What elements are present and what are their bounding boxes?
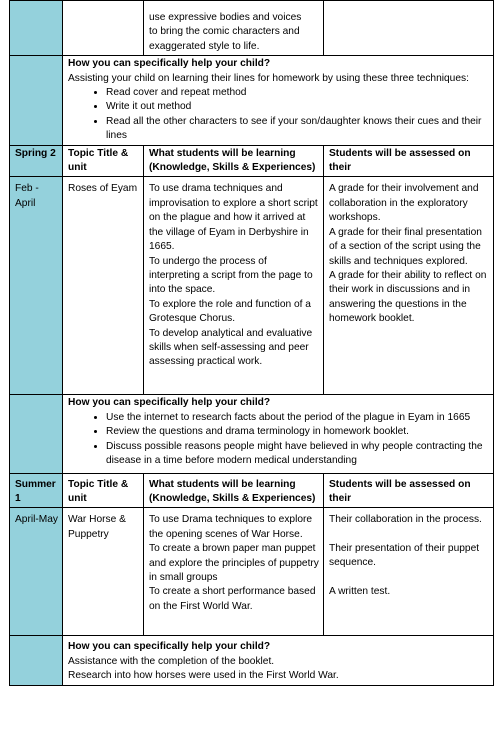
term-header-row: Spring 2 Topic Title & unit What students will be learning (Knowledge, Skills & Experiences) Students will be assessed on their bbox=[10, 145, 494, 177]
curriculum-table bbox=[9, 0, 494, 686]
help-heading: How you can specifically help your child? bbox=[68, 397, 271, 409]
learning-cell: To use Drama techniques to explore the opening scenes of War Horse. To create a brown paper man puppet and explore the principles of puppetry in small groups To create a short performance based on the First World War. bbox=[144, 508, 324, 636]
term-header-row: Summer 1 Topic Title & unit What students will be learning (Knowledge, Skills & Experiences) Students will be assessed on their bbox=[10, 473, 494, 508]
term-label: Summer 1 bbox=[10, 473, 63, 508]
period-label: April-May bbox=[10, 508, 63, 636]
help-row: How you can specifically help your child? Assistance with the completion of the booklet. Research into how horses were used in the First World War. bbox=[10, 636, 494, 685]
help-row: How you can specifically help your child? Assisting your child on learning their lines for homework by using these three techniques: • Read cover and repeat method • Write it out method • Read all the other characters to see if your son/daughter knows their cues and their lines bbox=[10, 56, 494, 145]
help-heading: How you can specifically help your child? bbox=[68, 58, 271, 70]
assessment-cell: Their collaboration in the process. Their presentation of their puppet sequence. A written test. bbox=[324, 508, 494, 636]
learning-cell: use expressive bodies and voices to bring the comic characters and exaggerated style to life. bbox=[144, 1, 324, 56]
period-label: Feb - April bbox=[10, 177, 63, 395]
help-row bbox=[10, 395, 494, 473]
assessment-cell: A grade for their involvement and collaboration in the exploratory workshops. A grade for their final presentation of a section of the script using the skills and techniques explored. A grade for their ability to reflect on their work in discussions and in answering the questions in the homework booklet. bbox=[324, 177, 494, 395]
term-label: Spring 2 bbox=[10, 145, 63, 177]
continued-row bbox=[10, 1, 494, 56]
topic-title: War Horse & Puppetry bbox=[63, 508, 144, 636]
term-content-row bbox=[10, 508, 494, 636]
topic-title: Roses of Eyam bbox=[63, 177, 144, 395]
help-list: • Read cover and repeat method • Write it out method • Read all the other characters to see if your son/daughter knows their cues and their lines bbox=[68, 86, 490, 144]
term-content-row bbox=[10, 177, 494, 395]
learning-cell: To use drama techniques and improvisation to explore a short script on the plague and how it arrived at the village of Eyam in Derbyshire in 1665. To undergo the process of interpreting a script from the page to into the space. To explore the role and function of a Grotesque Chorus. To develop analytical and evaluative skills when self-assessing and peer assessing practical work. bbox=[144, 177, 324, 395]
help-list: • Use the internet to research facts about the period of the plague in Eyam in 1665 • Review the questions and drama terminology in homework booklet. • Discuss possible reasons people might have believed in why people contracting the disease in a time before modern medical understanding bbox=[68, 411, 490, 469]
help-heading: How you can specifically help your child? bbox=[68, 641, 271, 653]
